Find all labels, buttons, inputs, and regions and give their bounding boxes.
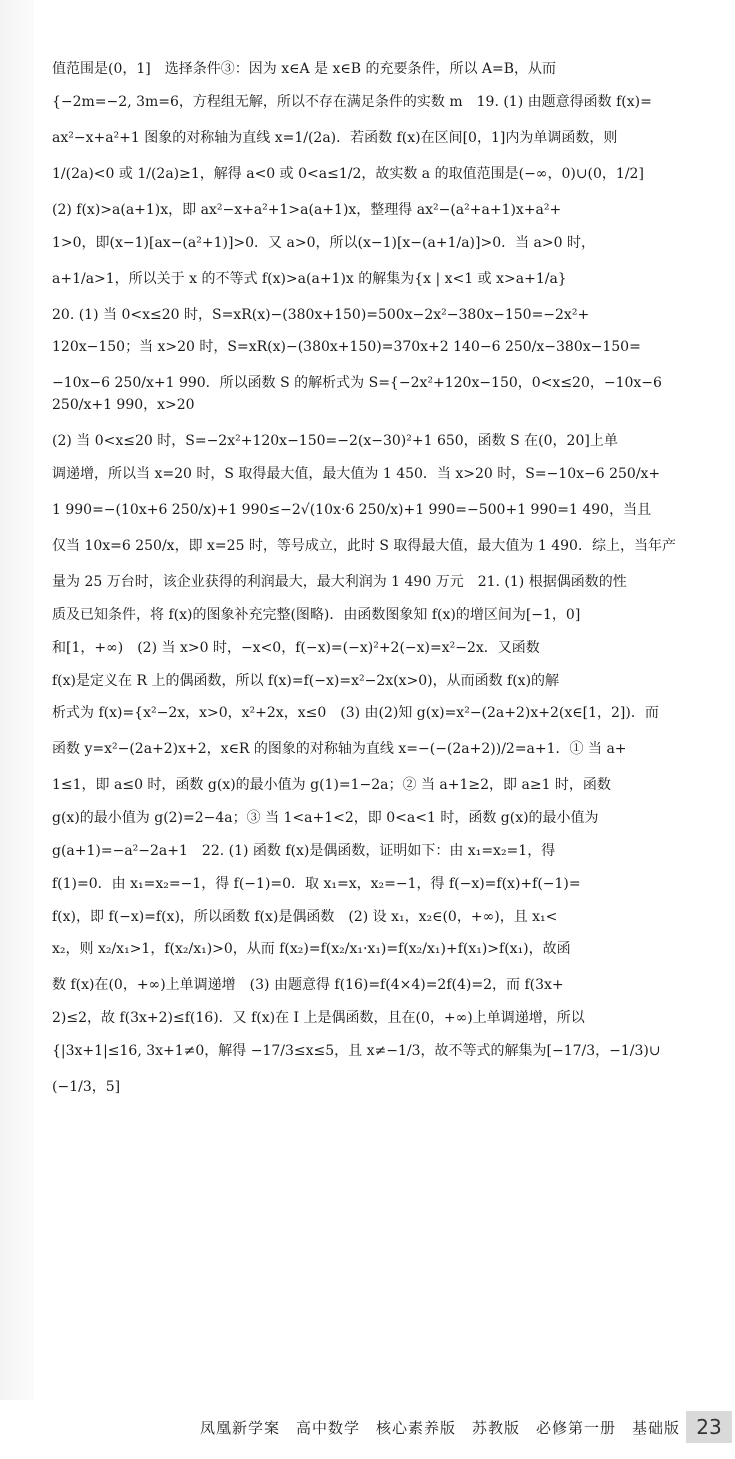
text-line-13: 1 990=−(10x+6 250/x)+1 990≤−2√(10x·6 250/x)+1 990=−500+1 990=1 490，当且 — [52, 502, 652, 519]
text-line-19: 析式为 f(x)={x²−2x，x>0，x²+2x，x≤0 (3) 由(2)知 g(x)=x²−(2a+2)x+2(x∈[1，2])．而 — [52, 705, 659, 722]
text-line-10: −10x−6 250/x+1 990．所以函数 S 的解析式为 S={−2x²+120x−150，0<x≤20，−10x−6 250/x+1 990，x>20 — [52, 375, 662, 414]
text-line-23: g(a+1)=−a²−2a+1 22. (1) 函数 f(x)是偶函数，证明如下：由 x₁=x₂=1，得 — [52, 842, 556, 859]
left-gutter-bleed — [0, 0, 34, 1400]
text-line-1: 值范围是(0，1] 选择条件③：因为 x∈A 是 x∈B 的充要条件，所以 A=B，从而 — [52, 61, 557, 77]
text-line-27: 数 f(x)在(0，+∞)上单调递增 (3) 由题意得 f(16)=f(4×4)=2f(4)=2，而 f(3x+ — [52, 977, 564, 994]
text-line-30: (−1/3，5] — [52, 1078, 121, 1095]
text-line-28: 2)≤2，故 f(3x+2)≤f(16)．又 f(x)在 I 上是偶函数，且在(0，+∞)上单调递增，所以 — [52, 1010, 585, 1027]
text-line-18: f(x)是定义在 R 上的偶函数，所以 f(x)=f(−x)=x²−2x(x>0)，从而函数 f(x)的解 — [52, 672, 560, 689]
text-line-20: 函数 y=x²−(2a+2)x+2，x∈R 的图象的对称轴为直线 x=−(−(2a+2))/2=a+1．① 当 a+ — [52, 741, 627, 758]
text-line-6: 1>0，即(x−1)[ax−(a²+1)]>0．又 a>0，所以(x−1)[x−(a+1/a)]>0．当 a>0 时， — [52, 234, 595, 251]
page-footer — [0, 1408, 735, 1448]
text-line-24: f(1)=0．由 x₁=x₂=−1，得 f(−1)=0．取 x₁=x，x₂=−1，得 f(−x)=f(x)+f(−1)= — [52, 875, 581, 892]
text-line-29: {|3x+1|≤16, 3x+1≠0，解得 −17/3≤x≤5，且 x≠−1/3，故不等式的解集为[−17/3，−1/3)∪ — [52, 1042, 661, 1059]
text-line-5: (2) f(x)>a(a+1)x，即 ax²−x+a²+1>a(a+1)x，整理得 ax²−(a²+a+1)x+a²+ — [52, 201, 562, 218]
text-line-7: a+1/a>1，所以关于 x 的不等式 f(x)>a(a+1)x 的解集为{x | x<1 或 x>a+1/a} — [52, 270, 567, 287]
text-line-4: 1/(2a)<0 或 1/(2a)≥1，解得 a<0 或 0<a≤1/2，故实数 a 的取值范围是(−∞，0)∪(0，1/2] — [52, 165, 644, 182]
text-line-14: 仅当 10x=6 250/x，即 x=25 时，等号成立，此时 S 取得最大值，最大值为 1 490．综上，当年产 — [52, 538, 676, 555]
text-line-16: 质及已知条件，将 f(x)的图象补充完整(图略)．由函数图象知 f(x)的增区间为[−1，0] — [52, 606, 581, 623]
text-line-11: (2) 当 0<x≤20 时，S=−2x²+120x−150=−2(x−30)²+1 650，函数 S 在(0，20]上单 — [52, 433, 618, 450]
footer-book-title: 凤凰新学案 高中数学 核心素养版 苏教版 必修第一册 基础版 — [200, 1419, 681, 1437]
text-line-12: 调递增，所以当 x=20 时，S 取得最大值，最大值为 1 450．当 x>20 时，S=−10x−6 250/x+ — [52, 466, 661, 483]
page-number-badge: 23 — [686, 1411, 732, 1443]
text-line-9: 120x−150；当 x>20 时，S=xR(x)−(380x+150)=370x+2 140−6 250/x−380x−150= — [52, 339, 641, 356]
text-line-8: 20. (1) 当 0<x≤20 时，S=xR(x)−(380x+150)=500x−2x²−380x−150=−2x²+ — [52, 306, 590, 323]
text-line-21: 1≤1，即 a≤0 时，函数 g(x)的最小值为 g(1)=1−2a；② 当 a+1≥2，即 a≥1 时，函数 — [52, 777, 611, 794]
text-line-15: 量为 25 万台时，该企业获得的利润最大，最大利润为 1 490 万元 21. (1) 根据偶函数的性 — [52, 574, 627, 591]
text-line-2: {−2m=−2, 3m=6，方程组无解，所以不存在满足条件的实数 m 19. (1) 由题意得函数 f(x)= — [52, 93, 652, 110]
text-line-25: f(x)，即 f(−x)=f(x)，所以函数 f(x)是偶函数 (2) 设 x₁，x₂∈(0，+∞)，且 x₁< — [52, 908, 558, 925]
answer-content — [52, 58, 684, 1112]
text-line-17: 和[1，+∞) (2) 当 x>0 时，−x<0，f(−x)=(−x)²+2(−x)=x²−2x．又函数 — [52, 639, 540, 656]
text-line-22: g(x)的最小值为 g(2)=2−4a；③ 当 1<a+1<2，即 0<a<1 时，函数 g(x)的最小值为 — [52, 810, 599, 827]
text-line-3: ax²−x+a²+1 图象的对称轴为直线 x=1/(2a)．若函数 f(x)在区间[0，1]内为单调函数，则 — [52, 129, 618, 146]
text-line-26: x₂，则 x₂/x₁>1，f(x₂/x₁)>0，从而 f(x₂)=f(x₂/x₁·x₁)=f(x₂/x₁)+f(x₁)>f(x₁)，故函 — [52, 941, 571, 958]
